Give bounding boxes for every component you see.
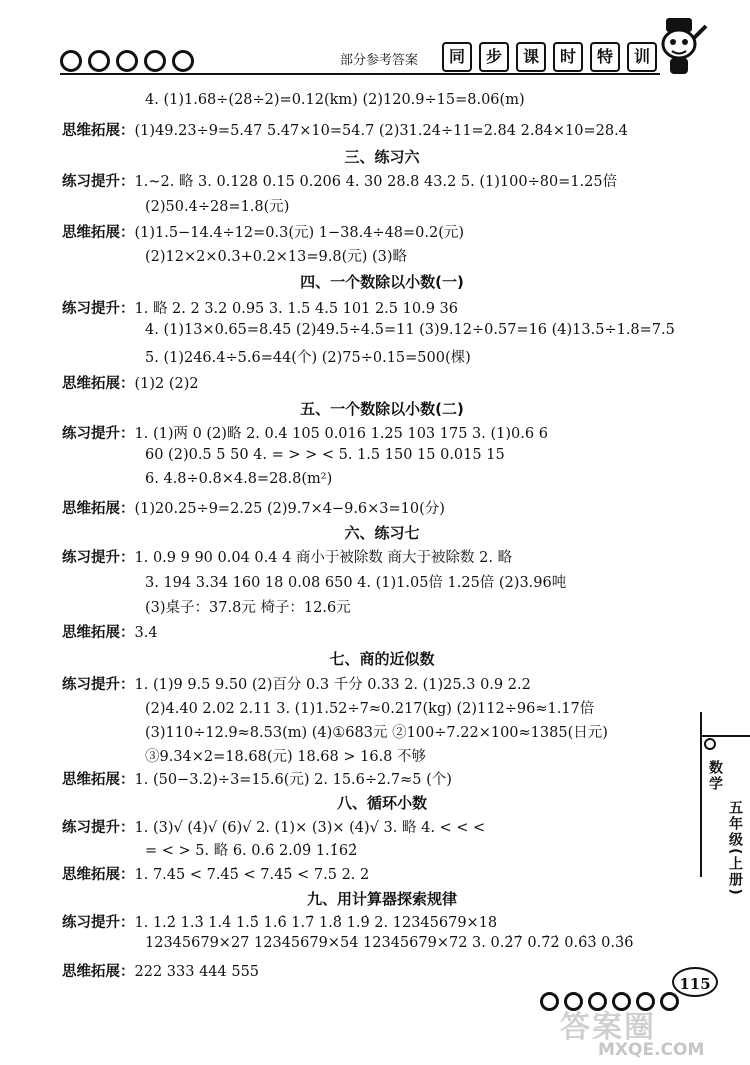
header-rule: [60, 73, 660, 75]
line-text: (1)2 (2)2: [134, 376, 199, 392]
answer-line: [62, 768, 452, 789]
answer-line: [145, 745, 426, 766]
mascot-icon: [652, 14, 712, 78]
line-label: 思维拓展：: [62, 964, 135, 980]
circle-decoration: [116, 50, 138, 72]
answer-line: [145, 322, 675, 338]
line-text: 12345679×27 12345679×54 12345679×72 3. 0.2̇7̇ 0.7̇2̇ 0.6̇3̇ 0.3̇6̇: [145, 935, 634, 951]
line-text: (2)50.4÷28=1.8(元): [145, 199, 290, 215]
line-text: 1.~2. 略 3. 0.128 0.15 0.206 4. 30 28.8 43.2 5. (1)100÷80=1.25倍: [134, 174, 618, 190]
side-tab-rule: [702, 735, 750, 737]
brand-char: 同: [442, 42, 472, 72]
answer-line: [145, 245, 407, 266]
line-label: 练习提升：: [62, 426, 135, 442]
line-text: 4. (1)13×0.65=8.45 (2)49.5÷4.5=11 (3)9.12÷0.57=16 (4)13.5÷1.8=7.5: [145, 322, 675, 338]
line-label: 思维拓展：: [62, 225, 135, 241]
line-label: 练习提升：: [62, 301, 135, 317]
line-label: 练习提升：: [62, 820, 135, 836]
answer-line: [62, 621, 158, 642]
circle-decoration: [660, 992, 679, 1011]
line-text: 3. 194 3.34 160 18 0.08 650 4. (1)1.05倍 1.25倍 (2)3.96吨: [145, 575, 567, 591]
line-text: (1)1.5−14.4÷12=0.3(元) 1−38.4÷48=0.2(元): [134, 225, 465, 241]
line-text: 222 333 444 555: [134, 964, 260, 980]
brand-title: [442, 42, 657, 72]
circle-decoration: [60, 50, 82, 72]
answer-line: [145, 92, 525, 108]
answer-line: [145, 721, 608, 742]
line-text: ③9.34×2=18.68(元) 18.68 > 16.8 不够: [145, 749, 427, 765]
line-text: 3.4: [134, 625, 158, 641]
answer-line: [62, 546, 512, 567]
line-text: (3)桌子：37.8元 椅子：12.6元: [145, 600, 351, 616]
answer-line: [62, 673, 531, 694]
answer-line: [62, 422, 548, 443]
line-text: 60 (2)0.5 5 50 4. = > > < 5. 1.5 150 15 0.015 15: [145, 447, 505, 463]
line-text: (2)4.40 2.02 2.11 3. (1)1.52÷7≈0.217(kg) (2)112÷96≈1.17倍: [145, 701, 595, 717]
line-text: (3)110÷12.9≈8.53(m) (4)①683元 ②100÷7.22×100≈1385(日元): [145, 725, 608, 741]
line-text: 6. 4.8÷0.8×4.8=28.8(m²): [145, 471, 333, 487]
answer-line: [62, 221, 464, 242]
line-label: 练习提升：: [62, 915, 135, 931]
answer-line: [62, 119, 628, 140]
circle-decoration: [172, 50, 194, 72]
answer-line: [145, 471, 332, 487]
line-text: 1. (3)√ (4)√ (6)√ 2. (1)× (3)× (4)√ 3. 略 4. < < <: [134, 820, 486, 836]
line-text: (1)20.25÷9=2.25 (2)9.7×4−9.6×3=10(分): [134, 501, 445, 517]
brand-char: 训: [627, 42, 657, 72]
answer-line: [145, 571, 566, 592]
section-heading: 七、商的近似数: [329, 650, 435, 668]
section-heading: 四、一个数除以小数(一): [300, 273, 464, 291]
line-text: 1. (1)9 9.5 9.50 (2)百分 0.3 千分 0.33 2. (1)25.3 0.9 2.2: [134, 677, 531, 693]
watermark-url: MXQE.COM: [598, 1040, 705, 1060]
line-label: 练习提升：: [62, 550, 135, 566]
page-number: 115: [672, 967, 718, 997]
header-subtitle: 部分参考答案: [340, 53, 419, 68]
line-label: 思维拓展：: [62, 867, 135, 883]
line-text: 1. 0.9 9 90 0.04 0.4 4 商小于被除数 商大于被除数 2. 略: [134, 550, 513, 566]
section-heading: 八、循环小数: [336, 794, 427, 812]
circle-decoration: [88, 50, 110, 72]
answer-line: [62, 497, 445, 518]
circle-decoration: [540, 992, 559, 1011]
section-heading: 六、练习七: [344, 524, 420, 542]
side-tab-circle: [704, 738, 716, 750]
answer-line: [145, 697, 594, 718]
line-label: 思维拓展：: [62, 501, 135, 517]
section-heading: 三、练习六: [344, 148, 420, 166]
line-text: = < > 5. 略 6. 0.6̇ 2.0̇9̇ 1.1̇62̇: [145, 843, 358, 859]
line-label: 思维拓展：: [62, 772, 135, 788]
line-text: 1. (50−3.2)÷3=15.6(元) 2. 15.6÷2.7≈5 (个): [134, 772, 452, 788]
brand-char: 步: [479, 42, 509, 72]
answer-line: [145, 935, 633, 951]
line-text: 1. 1.2̇ 1.3̇ 1.4̇ 1.5̇ 1.6̇ 1.7̇ 1.8̇ 1.9̇ 2. 12345679×18: [134, 915, 498, 931]
line-text: 4. (1)1.68÷(28÷2)=0.12(km) (2)120.9÷15=8.06(m): [145, 92, 525, 108]
line-text: (2)12×2×0.3+0.2×13=9.8(元) (3)略: [145, 249, 408, 265]
brand-char: 课: [516, 42, 546, 72]
answer-line: [62, 911, 497, 932]
side-tab-subject: 数学: [707, 760, 723, 792]
brand-char: 时: [553, 42, 583, 72]
line-text: 1. 7.45 < 7.4̇5̇ < 7.45̇ < 7.5 2. 2: [134, 867, 370, 883]
line-text: 1. 略 2. 2 3.2 0.95 3. 1.5 4.5 101 2.5 10.9 36: [134, 301, 458, 317]
section-heading: 五、一个数除以小数(二): [300, 400, 464, 418]
answer-line: [145, 346, 471, 367]
brand-char: 特: [590, 42, 620, 72]
line-label: 思维拓展：: [62, 625, 135, 641]
answer-line: [62, 816, 485, 837]
answer-line: [145, 839, 357, 860]
line-text: (1)49.23÷9=5.47 5.47×10=54.7 (2)31.24÷11=2.84 2.84×10=28.4: [134, 123, 628, 139]
circle-decoration: [144, 50, 166, 72]
line-label: 思维拓展：: [62, 376, 135, 392]
answer-line: [62, 170, 617, 191]
answer-line: [62, 297, 458, 318]
line-label: 练习提升：: [62, 174, 135, 190]
line-label: 练习提升：: [62, 677, 135, 693]
line-text: 1. (1)两 0 (2)略 2. 0.4 105 0.016 1.25 103 175 3. (1)0.6 6: [134, 426, 548, 442]
watermark: 答案圈: [560, 1010, 656, 1045]
line-label: 思维拓展：: [62, 123, 135, 139]
section-heading: 九、用计算器探索规律: [306, 890, 457, 908]
answer-line: [62, 863, 369, 884]
answer-line: [145, 596, 351, 617]
header-circles: [60, 50, 194, 72]
line-text: 5. (1)246.4÷5.6=44(个) (2)75÷0.15=500(棵): [145, 350, 471, 366]
answer-line: [62, 960, 259, 981]
answer-line: [145, 447, 505, 463]
answer-line: [145, 195, 289, 216]
answer-line: [62, 372, 199, 393]
side-tab-grade: 五年级(上册): [727, 800, 743, 897]
